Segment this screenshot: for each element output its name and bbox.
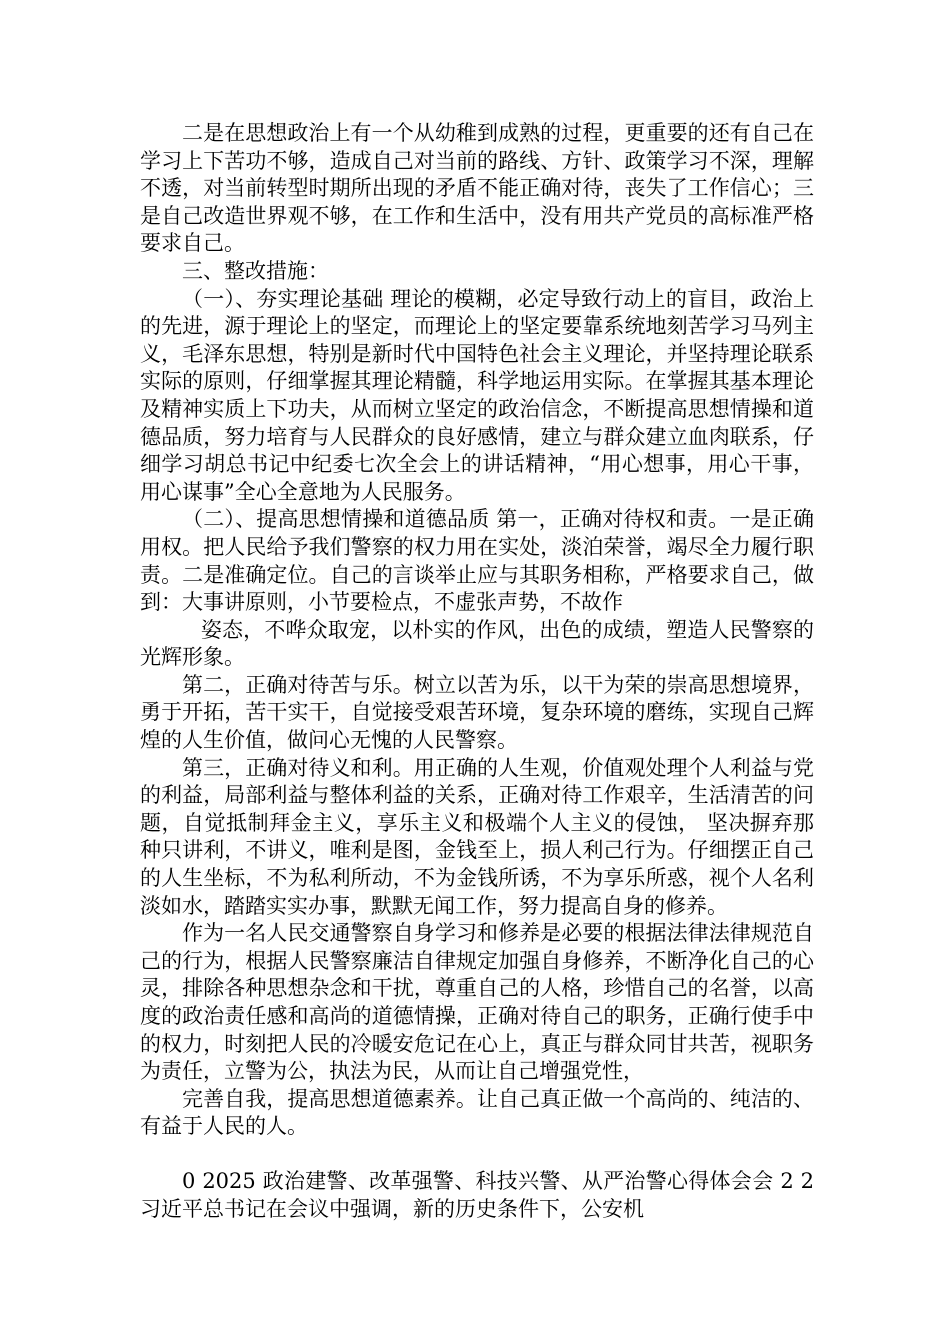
paragraph-self-cultivation: 作为一名人民交通警察自身学习和修养是必要的根据法律法律规范自己的行为，根据人民警察廉洁自律规定加强自身修养，不断净化自己的心灵，排除各种思想杂念和干扰，尊重自己的人格，珍惜自己的名誉，以高度的政治责任感和高尚的道德情操，正确对待自己的职务，正确行使手中的权力，时刻把人民的冷暖安危记在心上，真正与群众同甘共苦，视职务为责任，立警为公，执法为民，从而让自己增强党性， <box>140 921 814 1084</box>
paragraph-moral-quality-continued: 姿态，不哗众取宠，以朴实的作风，出色的成绩，塑造人民警察的光辉形象。 <box>140 617 814 670</box>
paragraph-reasons: 二是在思想政治上有一个从幼稚到成熟的过程，更重要的还有自己在学习上下苦功不够，造成自己对当前的路线、方针、政策学习不深，理解不透，对当前转型时期所出现的矛盾不能正确对待，丧失了工作信心；三是自己改造世界观不够，在工作和生活中，没有用共产党员的高标准严格要求自己。 <box>140 121 814 256</box>
paragraph-theory-foundation: （一）、夯实理论基础 理论的模糊，必定导致行动上的盲目，政治上的先进，源于理论上的坚定，而理论上的坚定要靠系统地刻苦学习马列主义，毛泽东思想，特别是新时代中国特色社会主义理论，并坚持理论联系实际的原则，仔细掌握其理论精髓，科学地运用实际。在掌握其基本理论及精神实质上下功夫，从而树立坚定的政治信念，不断提高思想情操和道德品质，努力培育与人民群众的良好感情，建立与群众建立血肉联系，仔细学习胡总书记中纪委七次全会上的讲话精神，“用心想事，用心干事，用心谋事”全心全意地为人民服务。 <box>140 286 814 504</box>
section-heading-rectification: 三、整改措施： <box>182 258 329 283</box>
document-page <box>140 120 856 1223</box>
paragraph-moral-quality: （二）、提高思想情操和道德品质 第一，正确对待权和责。一是正确用权。把人民给予我们警察的权力用在实处，淡泊荣誉，竭尽全力履行职责。二是准确定位。自己的言谈举止应与其职务相称，严格要求自己，做到：大事讲原则，小节要检点，不虚张声势，不故作 <box>140 507 814 615</box>
paragraph-next-article-start: 0 2025 政治建警、改革强警、科技兴警、从严治警心得体会会 2 2 习近平总书记在会议中强调，新的历史条件下，公安机 <box>140 1168 856 1221</box>
paragraph-gap <box>140 1141 814 1168</box>
paragraph-righteousness-profit: 第三，正确对待义和利。用正确的人生观，价值观处理个人利益与党的利益，局部利益与整体利益的关系，正确对待工作艰辛，生活清苦的问题，自觉抵制拜金主义，享乐主义和极端个人主义的侵蚀， 坚决摒弃那种只讲利，不讲义，唯利是图，金钱至上，损人利己行为。仔细摆正自己的人生坐标，不为私利所动，不为金钱所诱，不为享乐所惑，视个人名利淡如水，踏踏实实办事，默默无闻工作，努力提高自身的修养。 <box>140 755 814 918</box>
paragraph-hardship-joy: 第二，正确对待苦与乐。树立以苦为乐，以干为荣的崇高思想境界，勇于开拓，苦干实干，自觉接受艰苦环境，复杂环境的磨练，实现自己辉煌的人生价值，做问心无愧的人民警察。 <box>140 672 814 753</box>
paragraph-self-improvement: 完善自我，提高思想道德素养。让自己真正做一个高尚的、纯洁的、有益于人民的人。 <box>140 1086 814 1139</box>
